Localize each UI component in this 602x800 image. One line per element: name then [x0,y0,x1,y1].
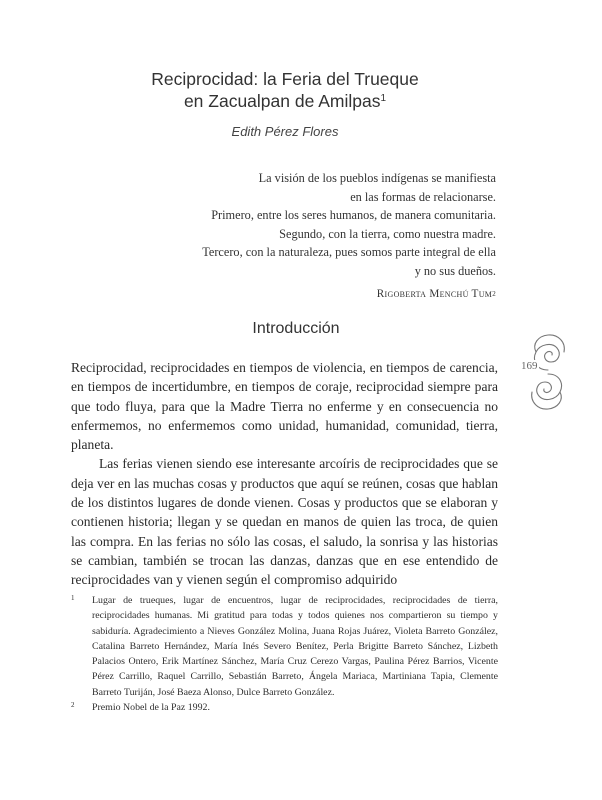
epigraph-line: y no sus dueños. [414,263,496,278]
attribution-name: Rigoberta Menchú Tum [376,287,493,300]
chapter-title-line2 [140,90,430,112]
footnotes [71,593,498,715]
epigraph-line: Segundo, con la tierra, como nuestra madre. [279,226,496,241]
epigraph-line: Tercero, con la naturaleza, pues somos parte integral de ella [202,245,496,260]
attribution-footnote-ref: 2 [492,289,496,298]
footnote-number: 1 [71,594,75,602]
epigraph-attribution [202,285,496,304]
title-footnote-ref: 1 [380,93,387,104]
epigraph-line: Primero, entre los seres humanos, de manera comunitaria. [211,208,496,223]
paragraph: Reciprocidad, reciprocidades en tiempos de violencia, en tiempos de carencia, en tiempos de incertidumbre, en tiempos de coraje, reciprocidad siempre para que todo fluya, para que la Madre Tierra no enferme y en consecuencia no enfermemos, no enfermemos como unidad, humanidad, comunidad, tierra, planeta. [71,360,498,453]
section-heading: Introducción [252,320,340,337]
spiral-ornament-icon [522,330,574,414]
footnote [71,593,498,700]
epigraph [202,169,496,303]
footnote-text: Lugar de trueques, lugar de encuentros, lugar de reciprocidades, reciprocidades de tierra, reciprocidades humanas. Mi gratitud para todas y todos quienes nos compartieron su tiempo y sabiduría. Agradecimiento a Nieves González Molina, Juana Rojas Juárez, Violeta Barreto González, Catalina Barreto Hernández, María Inés Severo Benítez, Perla Brigitte Barreto Sánchez, Lizbeth Palacios Ontero, Erik Martínez Sánchez, María Cruz Cerezo Vargas, Paulina Pérez Barrios, Vicente Pérez Carrillo, Raquel Carrillo, Sebastián Barreto, Ángela Mariaca, Martiniana Tapia, Clemente Barreto Turiján, José Baeza Alonso, Dulce Barreto González. [92,595,498,698]
paragraph: Las ferias vienen siendo ese interesante arcoíris de reciprocidades que se deja ver en las muchas cosas y productos que aquí se reúnen, cosas que hablan de los distintos lugares de donde vienen. Cosas y productos que se elaboran y contienen historia; llegan y se quedan en manos de quien las troca, de quien las compra. En las ferias no sólo las cosas, el saludo, la sonrisa y las historias se cambian, también se trocan las danzas, danzas que en ese entendido de reciprocidades van y vienen según el compromiso adquirido [71,456,498,588]
chapter-title-line1: Reciprocidad: la Feria del Trueque [151,69,419,89]
footnote [71,700,498,715]
author-name: Edith Pérez Flores [231,124,339,139]
page-number: 169 [521,360,538,372]
chapter-title-line2-text: en Zacualpan de Amilpas [183,91,381,111]
epigraph-line: La visión de los pueblos indígenas se manifiesta [258,171,496,185]
footnote-text: Premio Nobel de la Paz 1992. [92,702,210,714]
footnote-number: 2 [71,701,75,710]
body-text [71,358,498,590]
chapter-title [140,68,430,112]
epigraph-line: en las formas de relacionarse. [350,189,496,204]
